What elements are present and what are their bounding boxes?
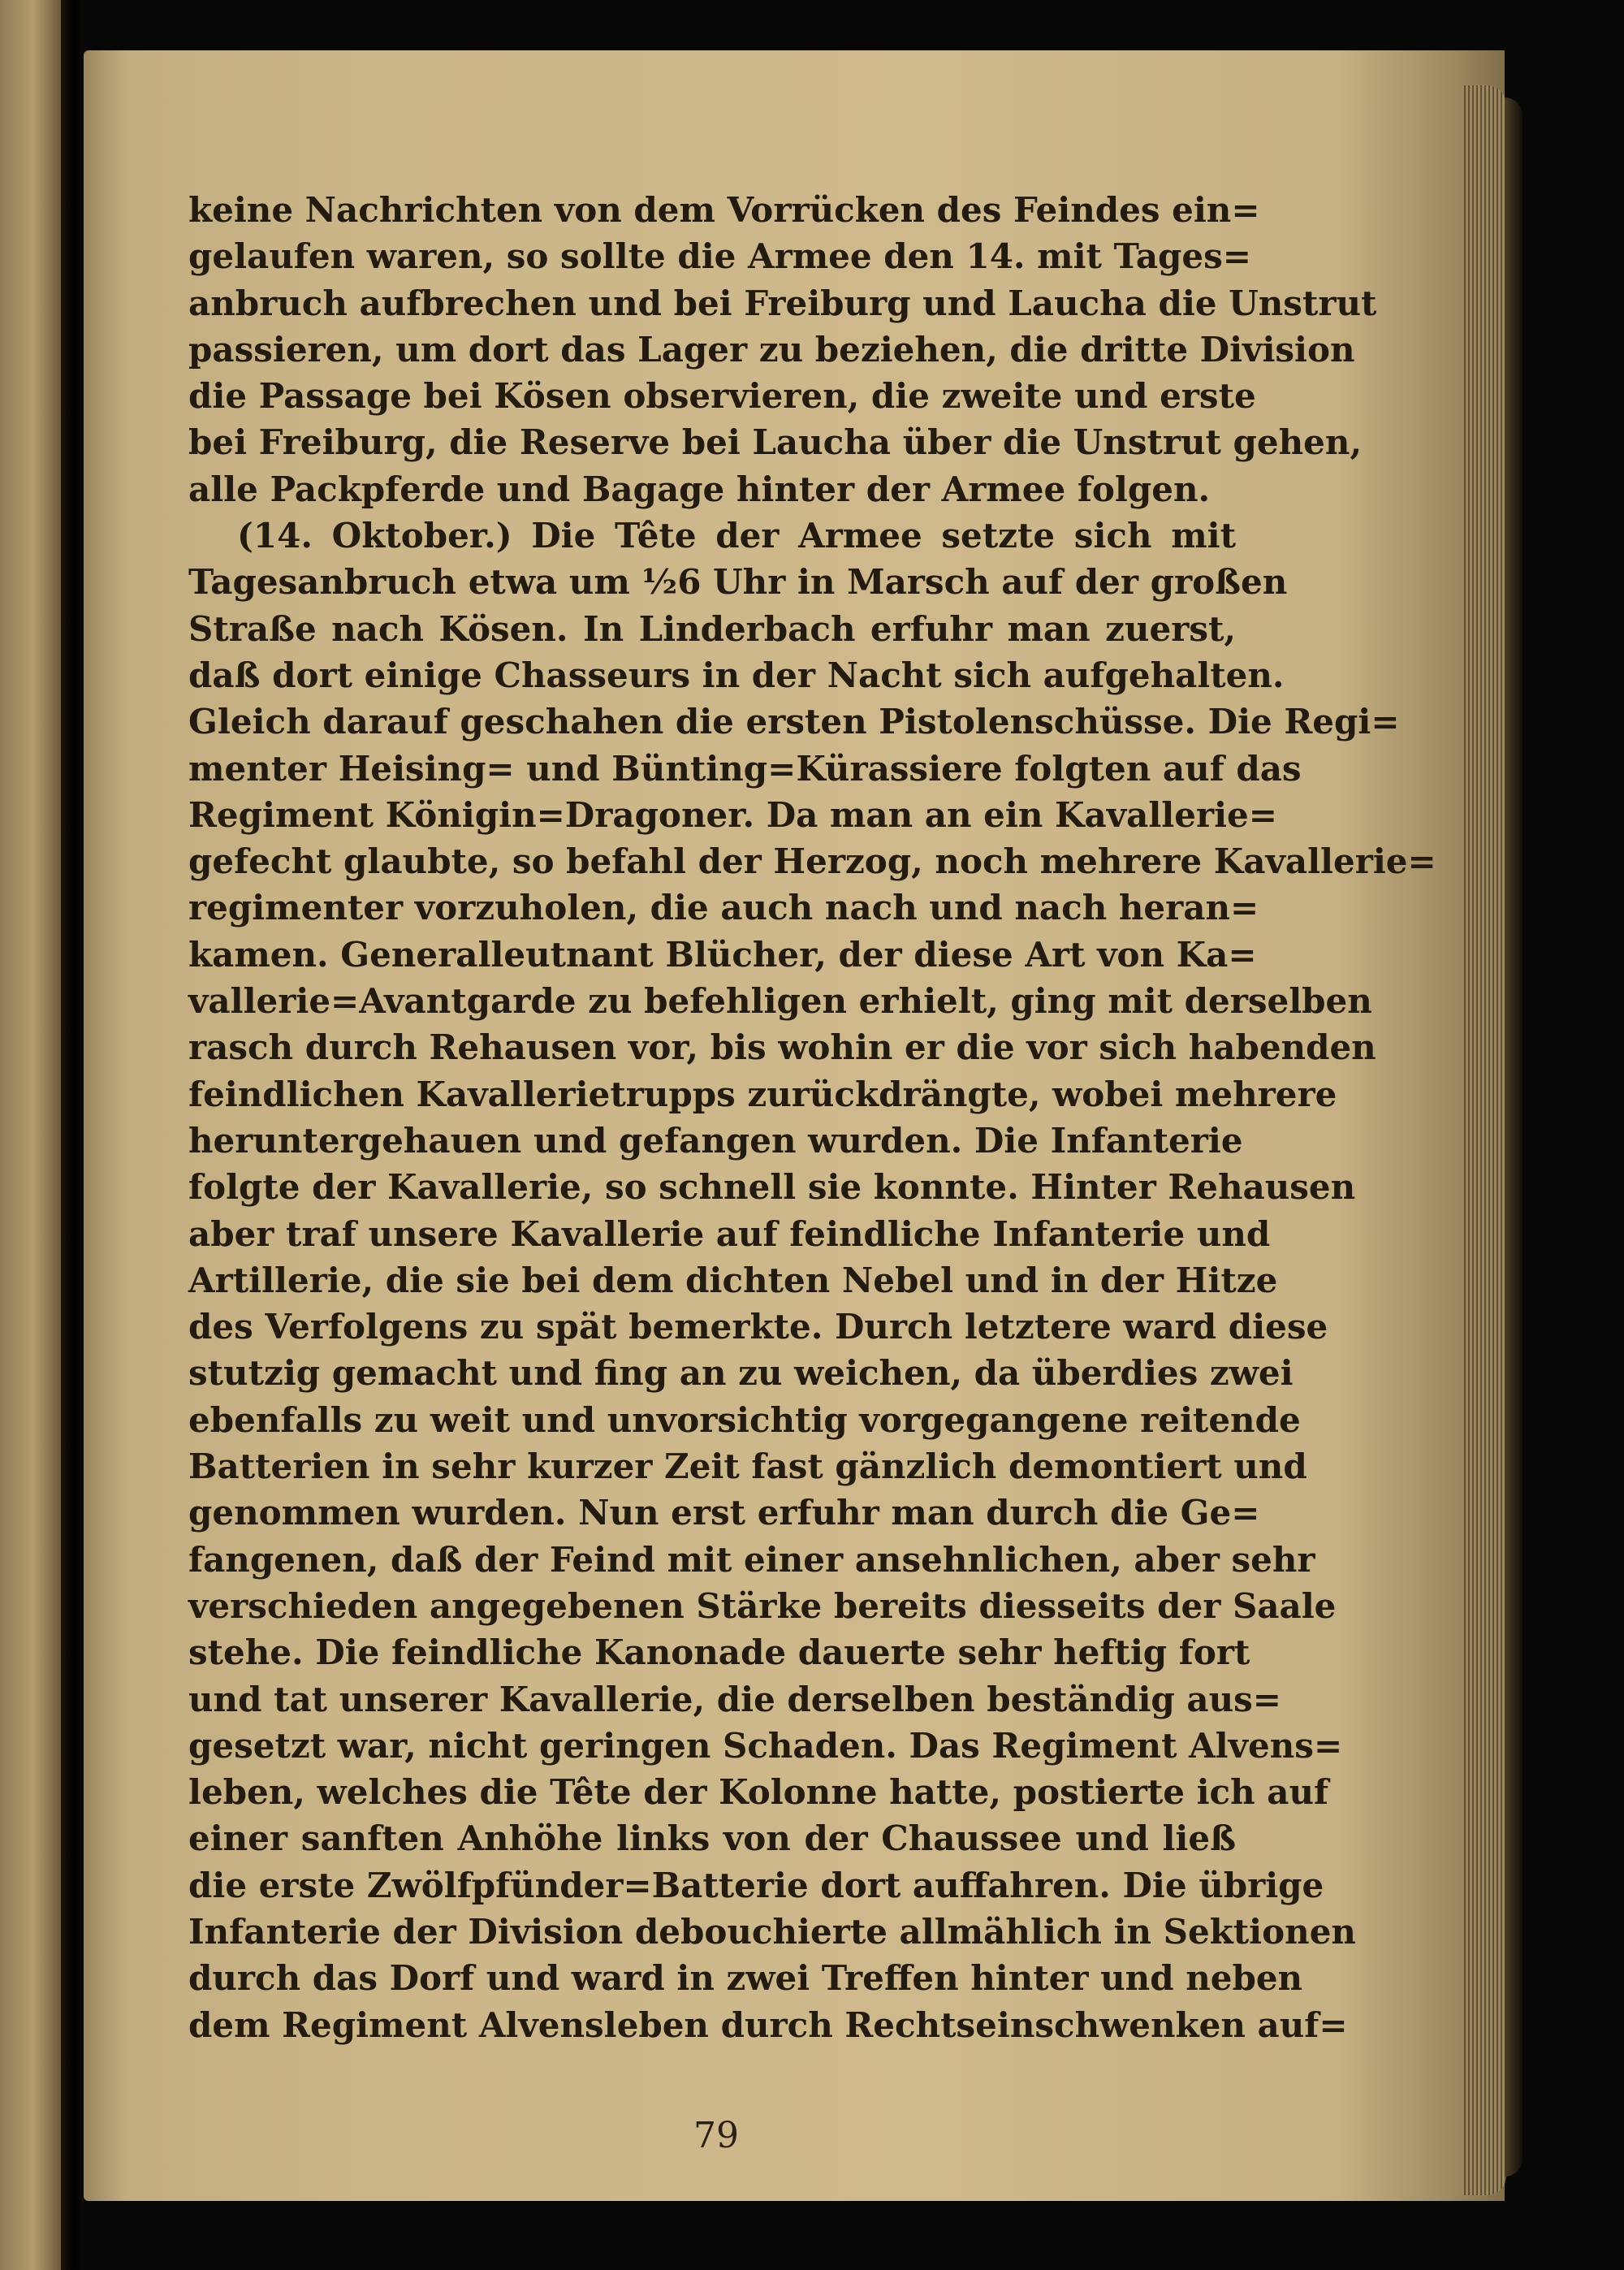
text-line: gelaufen waren, so sollte die Armee den 14. mit Tages=: [188, 236, 1251, 277]
text-line: menter Heising= und Bünting=Kürassiere folgten auf das: [188, 748, 1302, 789]
text-line: gesetzt war, nicht geringen Schaden. Das Regiment Alvens=: [188, 1725, 1343, 1766]
text-line: gefecht glaubte, so befahl der Herzog, noch mehrere Kavallerie=: [188, 841, 1436, 882]
text-line: Artillerie, die sie bei dem dichten Nebel und in der Hitze: [188, 1260, 1278, 1300]
text-line: Straße nach Kösen. In Linderbach erfuhr man zuerst,: [188, 608, 1236, 649]
text-line: Gleich darauf geschahen die ersten Pistolenschüsse. Die Regi=: [188, 702, 1400, 742]
text-line: anbruch aufbrechen und bei Freiburg und Laucha die Unstrut: [188, 283, 1377, 323]
text-line: verschieden angegebenen Stärke bereits diesseits der Saale: [188, 1585, 1337, 1626]
text-line: die erste Zwölfpfünder=Batterie dort auffahren. Die übrige: [188, 1865, 1324, 1905]
text-line: keine Nachrichten von dem Vorrücken des Feindes ein=: [188, 190, 1260, 230]
text-line: des Verfolgens zu spät bemerkte. Durch letztere ward diese: [188, 1307, 1328, 1347]
text-line: durch das Dorf und ward in zwei Treffen hinter und neben: [188, 1958, 1303, 1999]
page-stack-edges: [1462, 85, 1506, 2195]
text-line: rasch durch Rehausen vor, bis wohin er die vor sich habenden: [188, 1027, 1376, 1068]
text-line: stehe. Die feindliche Kanonade dauerte sehr heftig fort: [188, 1632, 1250, 1673]
page-stack-shadow: [1505, 97, 1522, 2177]
text-line: genommen wurden. Nun erst erfuhr man durch die Ge=: [188, 1493, 1260, 1533]
text-line: die Passage bei Kösen observieren, die zweite und erste: [188, 376, 1256, 417]
text-line: stutzig gemacht und fing an zu weichen, da überdies zwei: [188, 1353, 1294, 1394]
text-line: alle Packpferde und Bagage hinter der Armee folgen.: [188, 469, 1211, 509]
text-line: dem Regiment Alvensleben durch Rechtseinschwenken auf=: [188, 2004, 1348, 2045]
text-line: feindlichen Kavallerietrupps zurückdrängte, wobei mehrere: [188, 1074, 1337, 1114]
text-line: Tagesanbruch etwa um ½6 Uhr in Marsch auf der großen: [188, 562, 1288, 603]
page-number: 79: [693, 2115, 739, 2156]
text-line: und tat unserer Kavallerie, die derselben beständig aus=: [188, 1679, 1281, 1719]
text-line: kamen. Generalleutnant Blücher, der diese Art von Ka=: [188, 934, 1257, 975]
text-line: fangenen, daß der Feind mit einer ansehnlichen, aber sehr: [188, 1539, 1315, 1580]
text-line: daß dort einige Chasseurs in der Nacht sich aufgehalten.: [188, 655, 1285, 695]
book-gutter: [61, 0, 84, 2270]
text-line: bei Freiburg, die Reserve bei Laucha über die Unstrut gehen,: [188, 422, 1363, 463]
text-line: folgte der Kavallerie, so schnell sie konnte. Hinter Rehausen: [188, 1167, 1356, 1208]
text-line: aber traf unsere Kavallerie auf feindliche Infanterie und: [188, 1213, 1271, 1254]
body-text: [188, 187, 1436, 2048]
previous-page-edge: [0, 0, 61, 2270]
text-line: Batterien in sehr kurzer Zeit fast gänzlich demontiert und: [188, 1446, 1307, 1487]
text-line: ebenfalls zu weit und unvorsichtig vorgegangene reitende: [188, 1399, 1301, 1440]
text-line: vallerie=Avantgarde zu befehligen erhielt, ging mit derselben: [188, 981, 1372, 1022]
text-line: einer sanften Anhöhe links von der Chaussee und ließ: [188, 1818, 1236, 1859]
text-line: Infanterie der Division debouchierte allmählich in Sektionen: [188, 1911, 1356, 1952]
text-line: heruntergehauen und gefangen wurden. Die Infanterie: [188, 1120, 1243, 1161]
text-line: passieren, um dort das Lager zu beziehen, die dritte Division: [188, 329, 1355, 370]
text-line: regimenter vorzuholen, die auch nach und nach heran=: [188, 888, 1259, 928]
text-line: (14. Oktober.) Die Tête der Armee setzte sich mit: [237, 516, 1236, 556]
text-line: leben, welches die Tête der Kolonne hatte, postierte ich auf: [188, 1772, 1329, 1813]
text-line: Regiment Königin=Dragoner. Da man an ein Kavallerie=: [188, 794, 1277, 835]
